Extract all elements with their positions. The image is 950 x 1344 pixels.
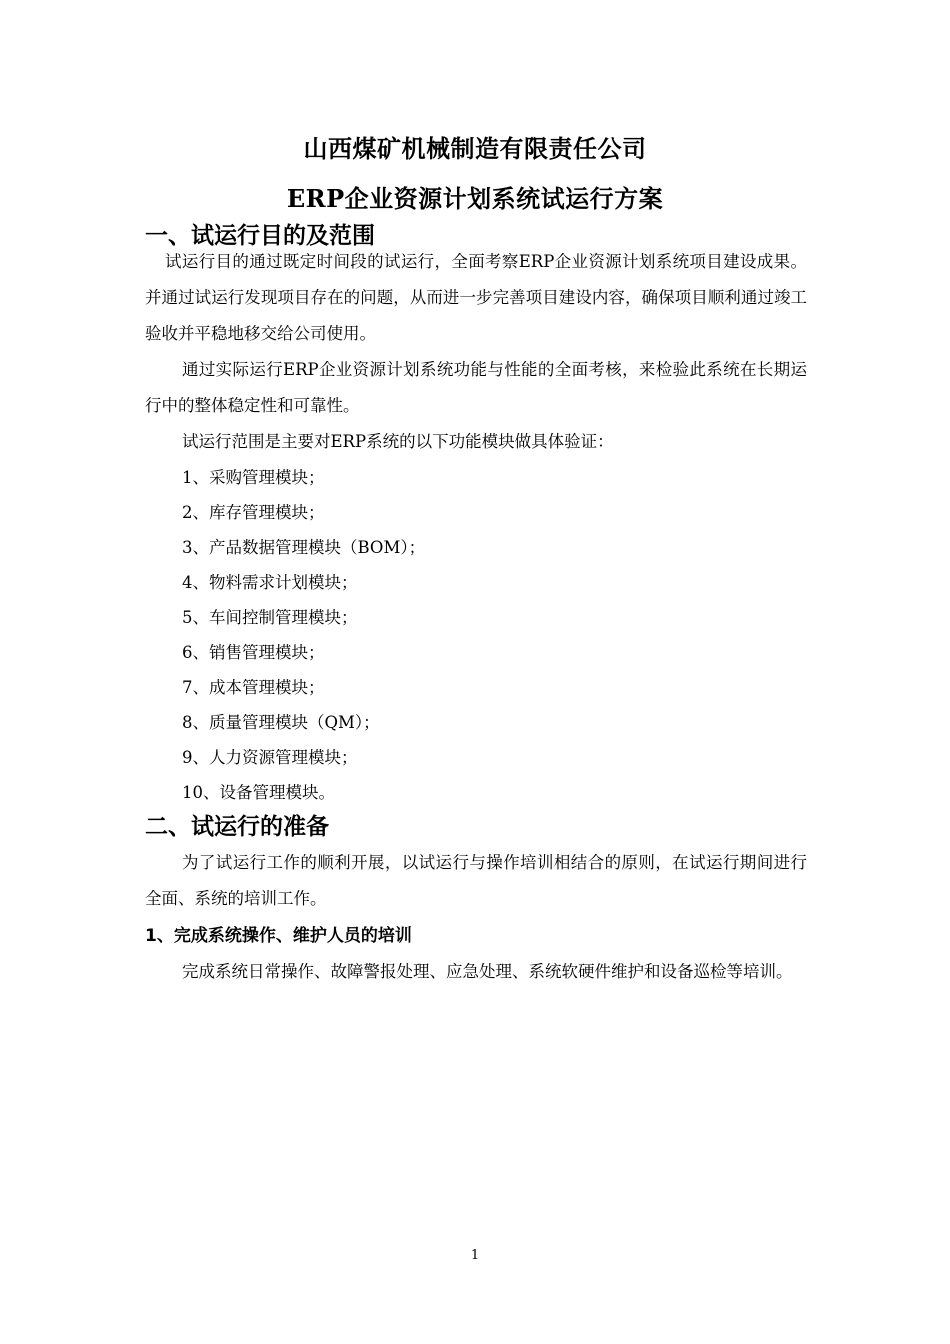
list-item: 9、人力资源管理模块； [182,748,358,767]
list-item: 6、销售管理模块； [182,643,325,662]
subsection-heading-training: 1、完成系统操作、维护人员的培训 [145,926,412,946]
list-item: 7、成本管理模块； [182,678,325,697]
list-item: 1、采购管理模块； [182,468,325,487]
paragraph-evaluation: 通过实际运行ERP企业资源计划系统功能与性能的全面考核，来检验此系统在长期运行中的整体稳定性和可靠性。 [145,360,807,415]
document-title-plan: ERP企业资源计划系统试运行方案 [286,184,664,213]
list-item: 2、库存管理模块； [182,503,325,522]
list-item: 4、物料需求计划模块； [182,573,358,592]
list-item: 3、产品数据管理模块（BOM）； [182,538,426,557]
paragraph-scope: 试运行范围是主要对ERP系统的以下功能模块做具体验证： [182,432,614,451]
paragraph-training-principle: 为了试运行工作的顺利开展，以试运行与操作培训相结合的原则，在试运行期间进行全面、系统的培训工作。 [145,853,807,908]
paragraph-training-content: 完成系统日常操作、故障警报处理、应急处理、系统软硬件维护和设备巡检等培训。 [182,962,793,981]
paragraph-purpose: 试运行目的通过既定时间段的试运行，全面考察ERP企业资源计划系统项目建设成果。并通过试运行发现项目存在的问题，从而进一步完善项目建设内容，确保项目顺利通过竣工验收并平稳地移交给公司使用。 [145,252,807,343]
section-heading-preparation: 二、试运行的准备 [145,814,329,840]
list-item: 8、质量管理模块（QM）； [182,713,380,732]
list-item: 5、车间控制管理模块； [182,608,358,627]
page-number: 1 [470,1248,480,1263]
list-item: 10、设备管理模块。 [182,783,335,802]
document-title-company: 山西煤矿机械制造有限责任公司 [303,134,647,163]
module-list [182,460,425,810]
section-heading-purpose: 一、试运行目的及范围 [145,223,375,249]
